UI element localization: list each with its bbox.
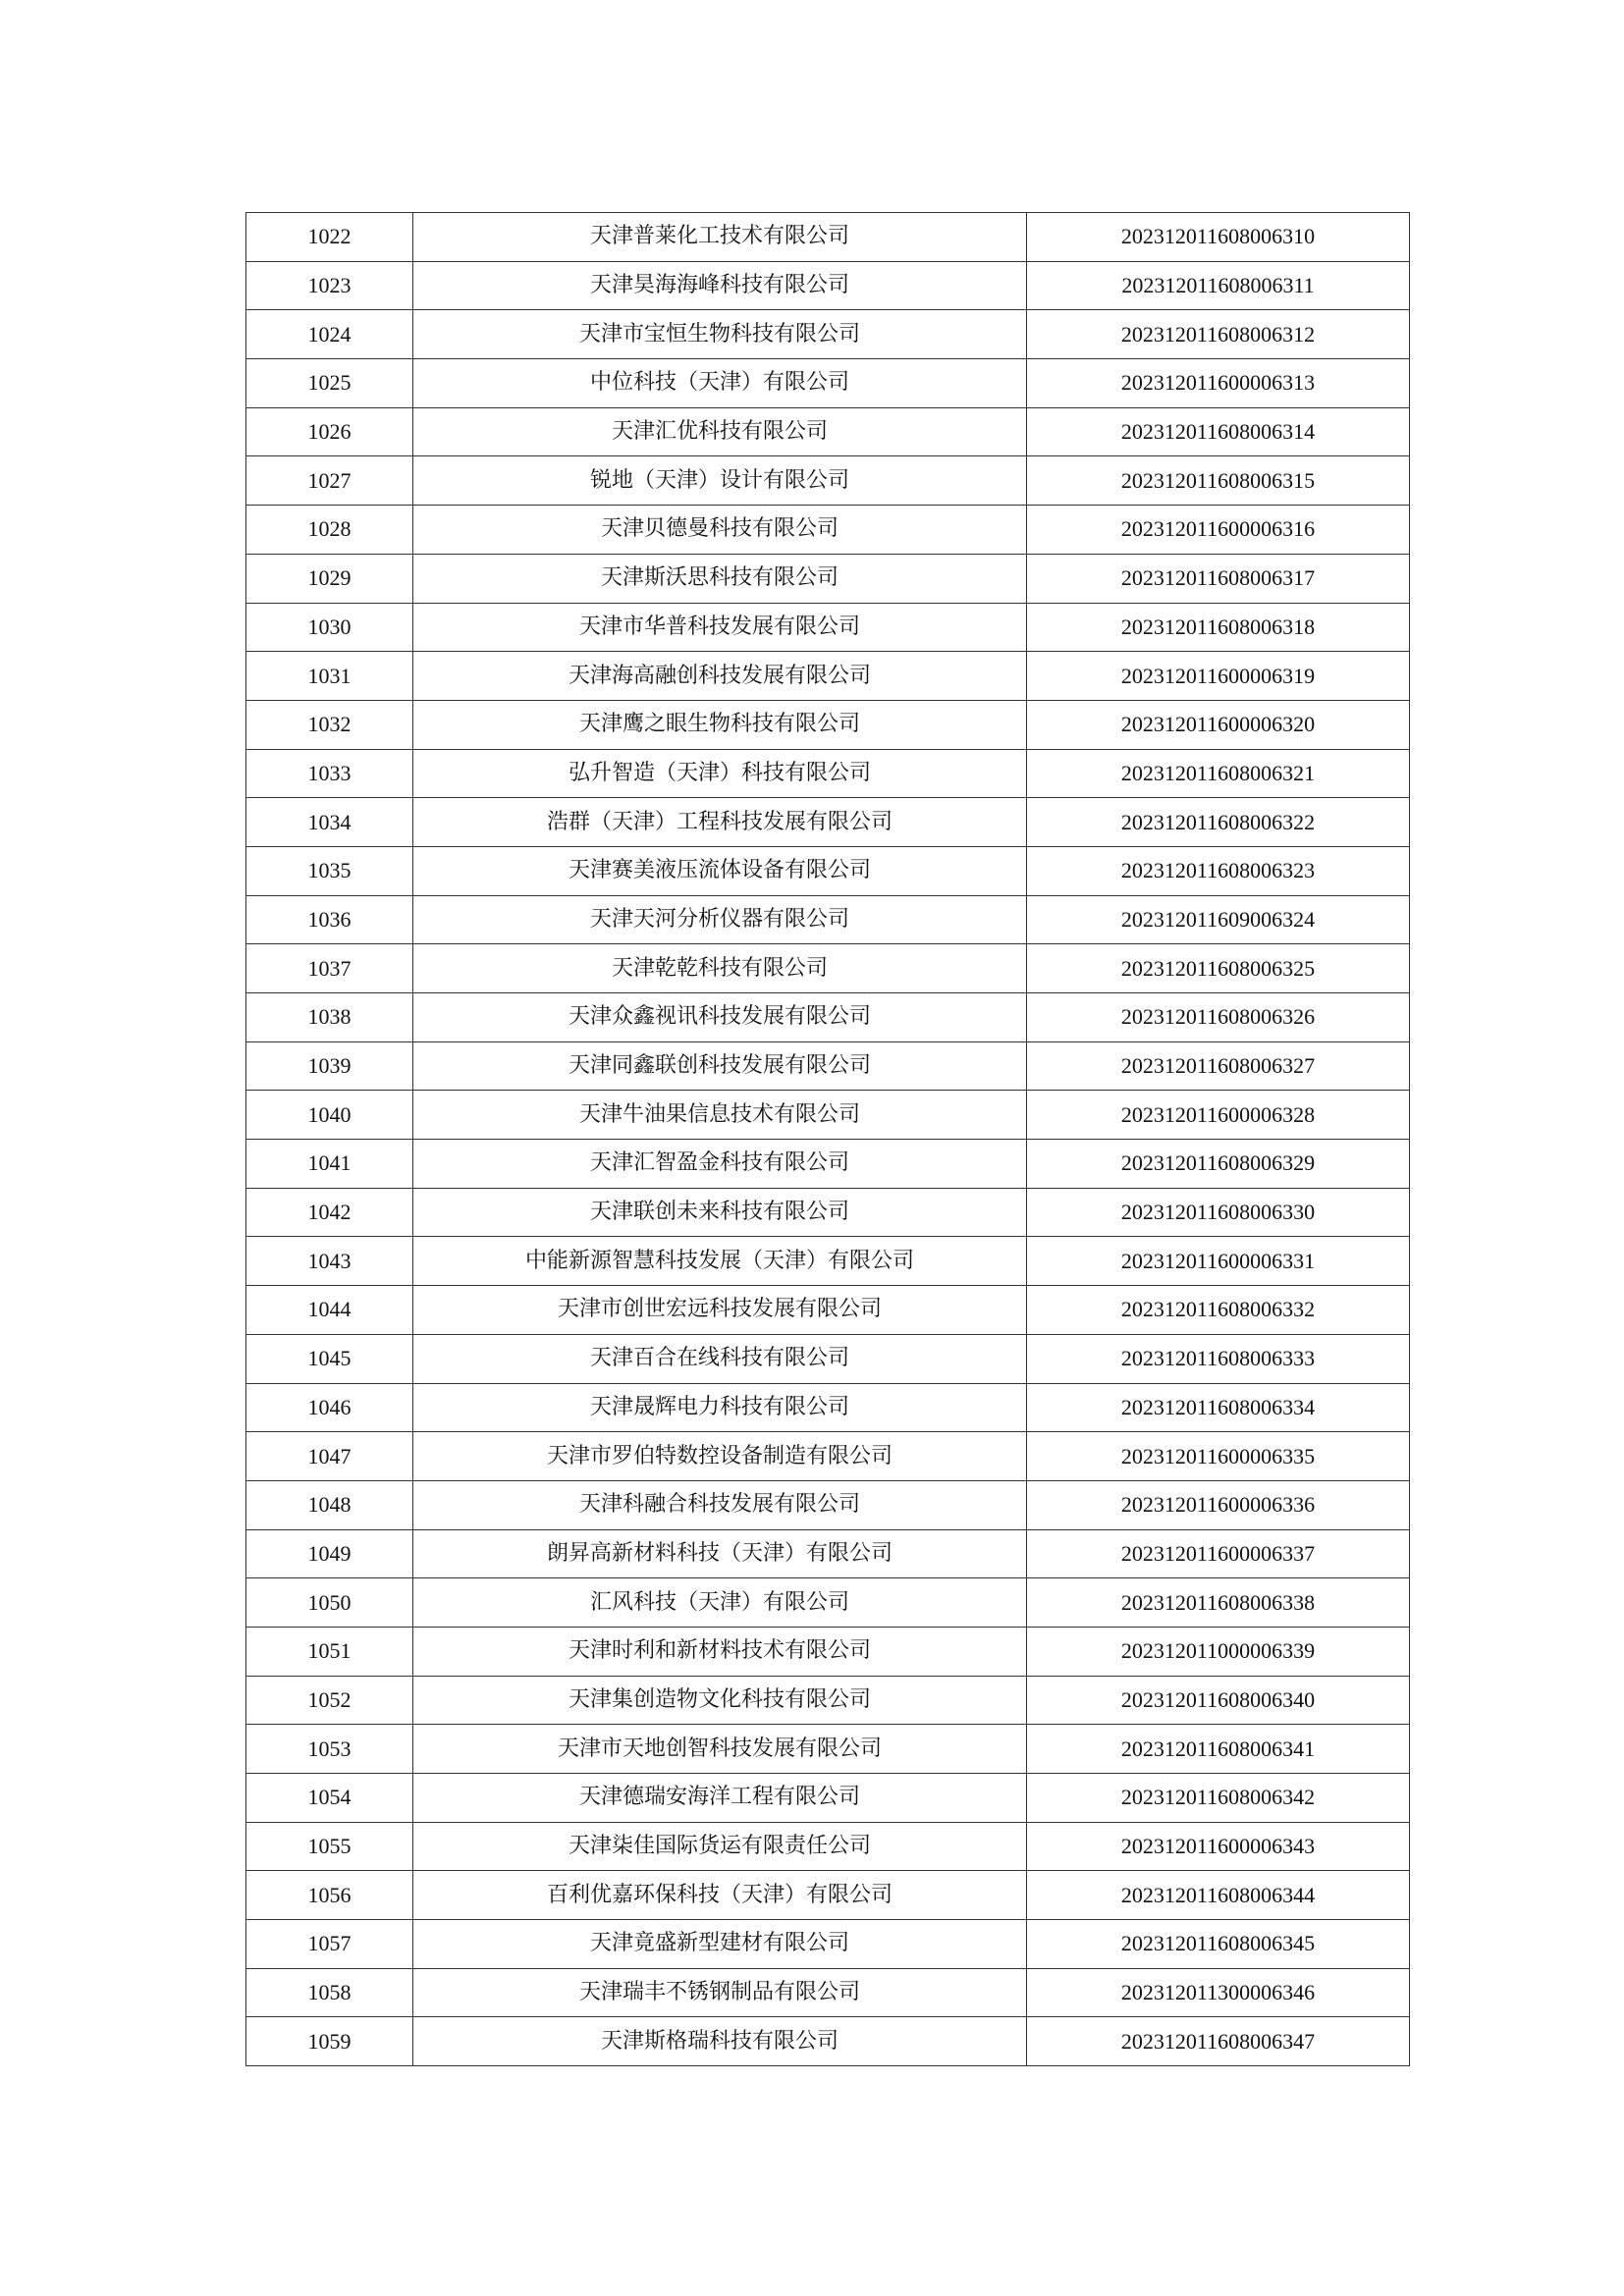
company-name-cell: 锐地（天津）设计有限公司 [413, 456, 1027, 506]
registration-code-cell: 202312011608006332 [1027, 1286, 1410, 1335]
row-number-cell: 1043 [246, 1237, 413, 1286]
row-number-cell: 1041 [246, 1140, 413, 1189]
row-number-cell: 1027 [246, 456, 413, 506]
row-number-cell: 1026 [246, 407, 413, 456]
row-number-cell: 1057 [246, 1920, 413, 1969]
row-number-cell: 1052 [246, 1676, 413, 1725]
registration-code-cell: 202312011608006321 [1027, 749, 1410, 798]
company-name-cell: 天津普莱化工技术有限公司 [413, 213, 1027, 262]
company-name-cell: 天津市华普科技发展有限公司 [413, 603, 1027, 652]
registration-code-cell: 202312011608006338 [1027, 1578, 1410, 1628]
table-row [246, 1871, 1410, 1920]
company-name-cell: 天津科融合科技发展有限公司 [413, 1480, 1027, 1529]
table-row [246, 1432, 1410, 1481]
row-number-cell: 1033 [246, 749, 413, 798]
company-name-cell: 天津赛美液压流体设备有限公司 [413, 846, 1027, 895]
table-row [246, 749, 1410, 798]
company-name-cell: 天津晟辉电力科技有限公司 [413, 1383, 1027, 1432]
row-number-cell: 1053 [246, 1725, 413, 1774]
registration-code-cell: 202312011608006326 [1027, 993, 1410, 1042]
company-name-cell: 浩群（天津）工程科技发展有限公司 [413, 798, 1027, 847]
registration-code-cell: 202312011608006327 [1027, 1041, 1410, 1091]
company-name-cell: 天津竟盛新型建材有限公司 [413, 1920, 1027, 1969]
registration-code-cell: 202312011608006345 [1027, 1920, 1410, 1969]
row-number-cell: 1038 [246, 993, 413, 1042]
row-number-cell: 1049 [246, 1529, 413, 1578]
registration-code-cell: 202312011608006325 [1027, 944, 1410, 993]
registration-code-cell: 202312011608006314 [1027, 407, 1410, 456]
company-name-cell: 天津集创造物文化科技有限公司 [413, 1676, 1027, 1725]
company-name-cell: 天津海高融创科技发展有限公司 [413, 652, 1027, 701]
registration-code-cell: 202312011608006347 [1027, 2017, 1410, 2066]
row-number-cell: 1047 [246, 1432, 413, 1481]
registration-code-cell: 202312011608006344 [1027, 1871, 1410, 1920]
row-number-cell: 1039 [246, 1041, 413, 1091]
company-name-cell: 中能新源智慧科技发展（天津）有限公司 [413, 1237, 1027, 1286]
company-name-cell: 朗昇高新材料科技（天津）有限公司 [413, 1529, 1027, 1578]
registration-code-cell: 202312011608006330 [1027, 1188, 1410, 1237]
registration-code-cell: 202312011600006331 [1027, 1237, 1410, 1286]
company-name-cell: 天津鹰之眼生物科技有限公司 [413, 700, 1027, 749]
table-row [246, 1578, 1410, 1628]
company-name-cell: 天津斯格瑞科技有限公司 [413, 2017, 1027, 2066]
company-name-cell: 中位科技（天津）有限公司 [413, 359, 1027, 408]
table-row [246, 603, 1410, 652]
company-registry-table [245, 212, 1410, 2066]
registration-code-cell: 202312011600006335 [1027, 1432, 1410, 1481]
row-number-cell: 1044 [246, 1286, 413, 1335]
table-row [246, 652, 1410, 701]
table-row [246, 798, 1410, 847]
registration-code-cell: 202312011600006343 [1027, 1822, 1410, 1871]
company-name-cell: 天津市天地创智科技发展有限公司 [413, 1725, 1027, 1774]
table-row [246, 310, 1410, 359]
table-row [246, 1920, 1410, 1969]
table-row [246, 1140, 1410, 1189]
table-row [246, 1091, 1410, 1140]
table-row [246, 944, 1410, 993]
registration-code-cell: 202312011600006313 [1027, 359, 1410, 408]
company-name-cell: 天津柒佳国际货运有限责任公司 [413, 1822, 1027, 1871]
registration-code-cell: 202312011608006312 [1027, 310, 1410, 359]
registration-code-cell: 202312011600006319 [1027, 652, 1410, 701]
company-name-cell: 天津同鑫联创科技发展有限公司 [413, 1041, 1027, 1091]
table-row [246, 1041, 1410, 1091]
row-number-cell: 1028 [246, 506, 413, 555]
registration-code-cell: 202312011600006337 [1027, 1529, 1410, 1578]
company-name-cell: 天津牛油果信息技术有限公司 [413, 1091, 1027, 1140]
table-row [246, 407, 1410, 456]
company-name-cell: 汇风科技（天津）有限公司 [413, 1578, 1027, 1628]
table-row [246, 993, 1410, 1042]
registration-code-cell: 202312011608006333 [1027, 1334, 1410, 1383]
row-number-cell: 1023 [246, 261, 413, 310]
company-name-cell: 天津时利和新材料技术有限公司 [413, 1627, 1027, 1676]
registration-code-cell: 202312011609006324 [1027, 895, 1410, 944]
company-name-cell: 百利优嘉环保科技（天津）有限公司 [413, 1871, 1027, 1920]
table-row [246, 1822, 1410, 1871]
table-row [246, 213, 1410, 262]
registration-code-cell: 202312011608006334 [1027, 1383, 1410, 1432]
row-number-cell: 1037 [246, 944, 413, 993]
company-name-cell: 天津联创未来科技有限公司 [413, 1188, 1027, 1237]
table-row [246, 1334, 1410, 1383]
row-number-cell: 1036 [246, 895, 413, 944]
row-number-cell: 1031 [246, 652, 413, 701]
table-row [246, 456, 1410, 506]
registration-code-cell: 202312011608006315 [1027, 456, 1410, 506]
table-row [246, 1188, 1410, 1237]
company-name-cell: 天津天河分析仪器有限公司 [413, 895, 1027, 944]
table-row [246, 1968, 1410, 2017]
row-number-cell: 1046 [246, 1383, 413, 1432]
row-number-cell: 1045 [246, 1334, 413, 1383]
row-number-cell: 1042 [246, 1188, 413, 1237]
row-number-cell: 1059 [246, 2017, 413, 2066]
company-name-cell: 天津昊海海峰科技有限公司 [413, 261, 1027, 310]
table-row [246, 359, 1410, 408]
row-number-cell: 1024 [246, 310, 413, 359]
row-number-cell: 1029 [246, 554, 413, 603]
registration-code-cell: 202312011608006342 [1027, 1774, 1410, 1823]
table-row [246, 2017, 1410, 2066]
row-number-cell: 1022 [246, 213, 413, 262]
registration-code-cell: 202312011608006317 [1027, 554, 1410, 603]
table-row [246, 1676, 1410, 1725]
company-name-cell: 天津市创世宏远科技发展有限公司 [413, 1286, 1027, 1335]
registration-code-cell: 202312011000006339 [1027, 1627, 1410, 1676]
row-number-cell: 1034 [246, 798, 413, 847]
registration-code-cell: 202312011608006318 [1027, 603, 1410, 652]
company-name-cell: 天津斯沃思科技有限公司 [413, 554, 1027, 603]
company-name-cell: 天津德瑞安海洋工程有限公司 [413, 1774, 1027, 1823]
company-name-cell: 天津汇优科技有限公司 [413, 407, 1027, 456]
row-number-cell: 1054 [246, 1774, 413, 1823]
registration-code-cell: 202312011608006341 [1027, 1725, 1410, 1774]
registration-code-cell: 202312011608006322 [1027, 798, 1410, 847]
table-row [246, 1237, 1410, 1286]
company-name-cell: 天津汇智盈金科技有限公司 [413, 1140, 1027, 1189]
row-number-cell: 1058 [246, 1968, 413, 2017]
registration-code-cell: 202312011600006320 [1027, 700, 1410, 749]
row-number-cell: 1051 [246, 1627, 413, 1676]
row-number-cell: 1050 [246, 1578, 413, 1628]
table-row [246, 1383, 1410, 1432]
table-row [246, 1627, 1410, 1676]
row-number-cell: 1040 [246, 1091, 413, 1140]
registration-code-cell: 202312011608006323 [1027, 846, 1410, 895]
row-number-cell: 1035 [246, 846, 413, 895]
company-name-cell: 天津市宝恒生物科技有限公司 [413, 310, 1027, 359]
company-name-cell: 天津百合在线科技有限公司 [413, 1334, 1027, 1383]
registration-code-cell: 202312011608006311 [1027, 261, 1410, 310]
table-row [246, 1480, 1410, 1529]
table-row [246, 1286, 1410, 1335]
registration-code-cell: 202312011608006329 [1027, 1140, 1410, 1189]
table-row [246, 846, 1410, 895]
table-row [246, 554, 1410, 603]
row-number-cell: 1032 [246, 700, 413, 749]
row-number-cell: 1048 [246, 1480, 413, 1529]
row-number-cell: 1030 [246, 603, 413, 652]
registration-code-cell: 202312011608006340 [1027, 1676, 1410, 1725]
registration-code-cell: 202312011600006336 [1027, 1480, 1410, 1529]
registry-table-body [246, 213, 1410, 2066]
company-name-cell: 弘升智造（天津）科技有限公司 [413, 749, 1027, 798]
row-number-cell: 1056 [246, 1871, 413, 1920]
table-row [246, 1529, 1410, 1578]
company-name-cell: 天津贝德曼科技有限公司 [413, 506, 1027, 555]
registration-code-cell: 202312011600006328 [1027, 1091, 1410, 1140]
company-name-cell: 天津众鑫视讯科技发展有限公司 [413, 993, 1027, 1042]
table-row [246, 506, 1410, 555]
registration-code-cell: 202312011608006310 [1027, 213, 1410, 262]
row-number-cell: 1025 [246, 359, 413, 408]
company-name-cell: 天津乾乾科技有限公司 [413, 944, 1027, 993]
table-row [246, 1774, 1410, 1823]
registration-code-cell: 202312011300006346 [1027, 1968, 1410, 2017]
registration-code-cell: 202312011600006316 [1027, 506, 1410, 555]
row-number-cell: 1055 [246, 1822, 413, 1871]
table-row [246, 261, 1410, 310]
table-row [246, 700, 1410, 749]
company-name-cell: 天津市罗伯特数控设备制造有限公司 [413, 1432, 1027, 1481]
company-name-cell: 天津瑞丰不锈钢制品有限公司 [413, 1968, 1027, 2017]
table-row [246, 895, 1410, 944]
table-row [246, 1725, 1410, 1774]
